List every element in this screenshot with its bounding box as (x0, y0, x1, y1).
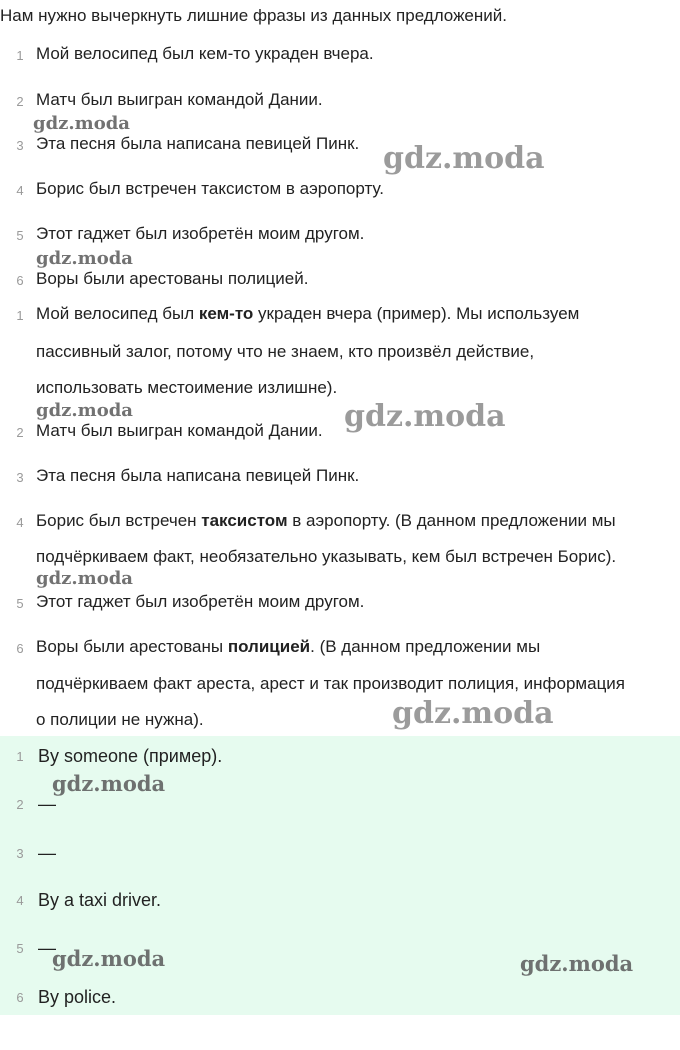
item-number: 2 (16, 425, 24, 440)
item-number: 2 (16, 797, 24, 812)
item-text: Воры были арестованы полицией. (36, 269, 309, 288)
item-number: 4 (16, 183, 24, 198)
watermark: gdz.moda (36, 248, 133, 269)
item-number: 4 (16, 893, 24, 908)
answer-line: использовать местоимение излишне). (36, 378, 338, 397)
watermark: gdz.moda (52, 946, 166, 971)
watermark: gdz.moda (52, 771, 166, 796)
item-text: By someone (пример). (38, 746, 223, 766)
item-number: 4 (16, 515, 24, 530)
watermark: gdz.moda (36, 400, 133, 421)
answer-line: подчёркиваем факт, необязательно указывать, кем был встречен Борис). (36, 547, 617, 566)
answer-line: Воры были арестованы полицией. (В данном предложении мы (36, 637, 541, 656)
bold-phrase: таксистом (201, 511, 288, 530)
watermark: gdz.moda (33, 113, 130, 134)
watermark: gdz.moda (36, 568, 133, 589)
item-number: 3 (16, 846, 24, 861)
item-text: Эта песня была написана певицей Пинк. (36, 134, 360, 153)
item-text: Мой велосипед был кем-то украден вчера. (36, 44, 374, 63)
answer-line: Эта песня была написана певицей Пинк. (36, 466, 360, 485)
item-number: 6 (16, 273, 24, 288)
item-number: 6 (16, 990, 24, 1005)
watermark: gdz.moda (520, 951, 634, 976)
watermark: gdz.moda (344, 399, 506, 434)
item-text: Борис был встречен таксистом в аэропорту. (36, 179, 384, 198)
answer-line: Борис был встречен таксистом в аэропорту. (В данном предложении мы (36, 511, 616, 530)
bold-phrase: полицией (227, 637, 311, 656)
item-number: 6 (16, 641, 24, 656)
watermark: gdz.moda (392, 696, 554, 731)
answer-line: подчёркиваем факт ареста, арест и так производит полиция, информация (36, 674, 626, 693)
answer-line: Этот гаджет был изобретён моим другом. (36, 592, 365, 611)
answer-line: о полиции не нужна). (36, 710, 204, 729)
item-number: 1 (16, 749, 24, 764)
item-text: By a taxi driver. (38, 890, 162, 910)
answer-line: Мой велосипед был кем-то украден вчера (пример). Мы используем (36, 304, 580, 323)
item-text: By police. (38, 987, 117, 1007)
item-text: — (38, 843, 56, 863)
item-number: 3 (16, 470, 24, 485)
bold-phrase: кем-то (198, 304, 254, 323)
item-text: — (38, 938, 56, 958)
item-number: 3 (16, 138, 24, 153)
item-text: Этот гаджет был изобретён моим другом. (36, 224, 365, 243)
item-text: — (38, 794, 56, 814)
answer-line: Матч был выигран командой Дании. (36, 421, 323, 440)
item-number: 1 (16, 48, 24, 63)
item-text: Матч был выигран командой Дании. (36, 90, 323, 109)
item-number: 5 (16, 596, 24, 611)
intro-text: Нам нужно вычеркнуть лишние фразы из данных предложений. (0, 6, 507, 25)
answer-line: пассивный залог, потому что не знаем, кто произвёл действие, (36, 342, 535, 361)
item-number: 5 (16, 941, 24, 956)
watermark: gdz.moda (383, 141, 545, 176)
item-number: 2 (16, 94, 24, 109)
item-number: 1 (16, 308, 24, 323)
item-number: 5 (16, 228, 24, 243)
